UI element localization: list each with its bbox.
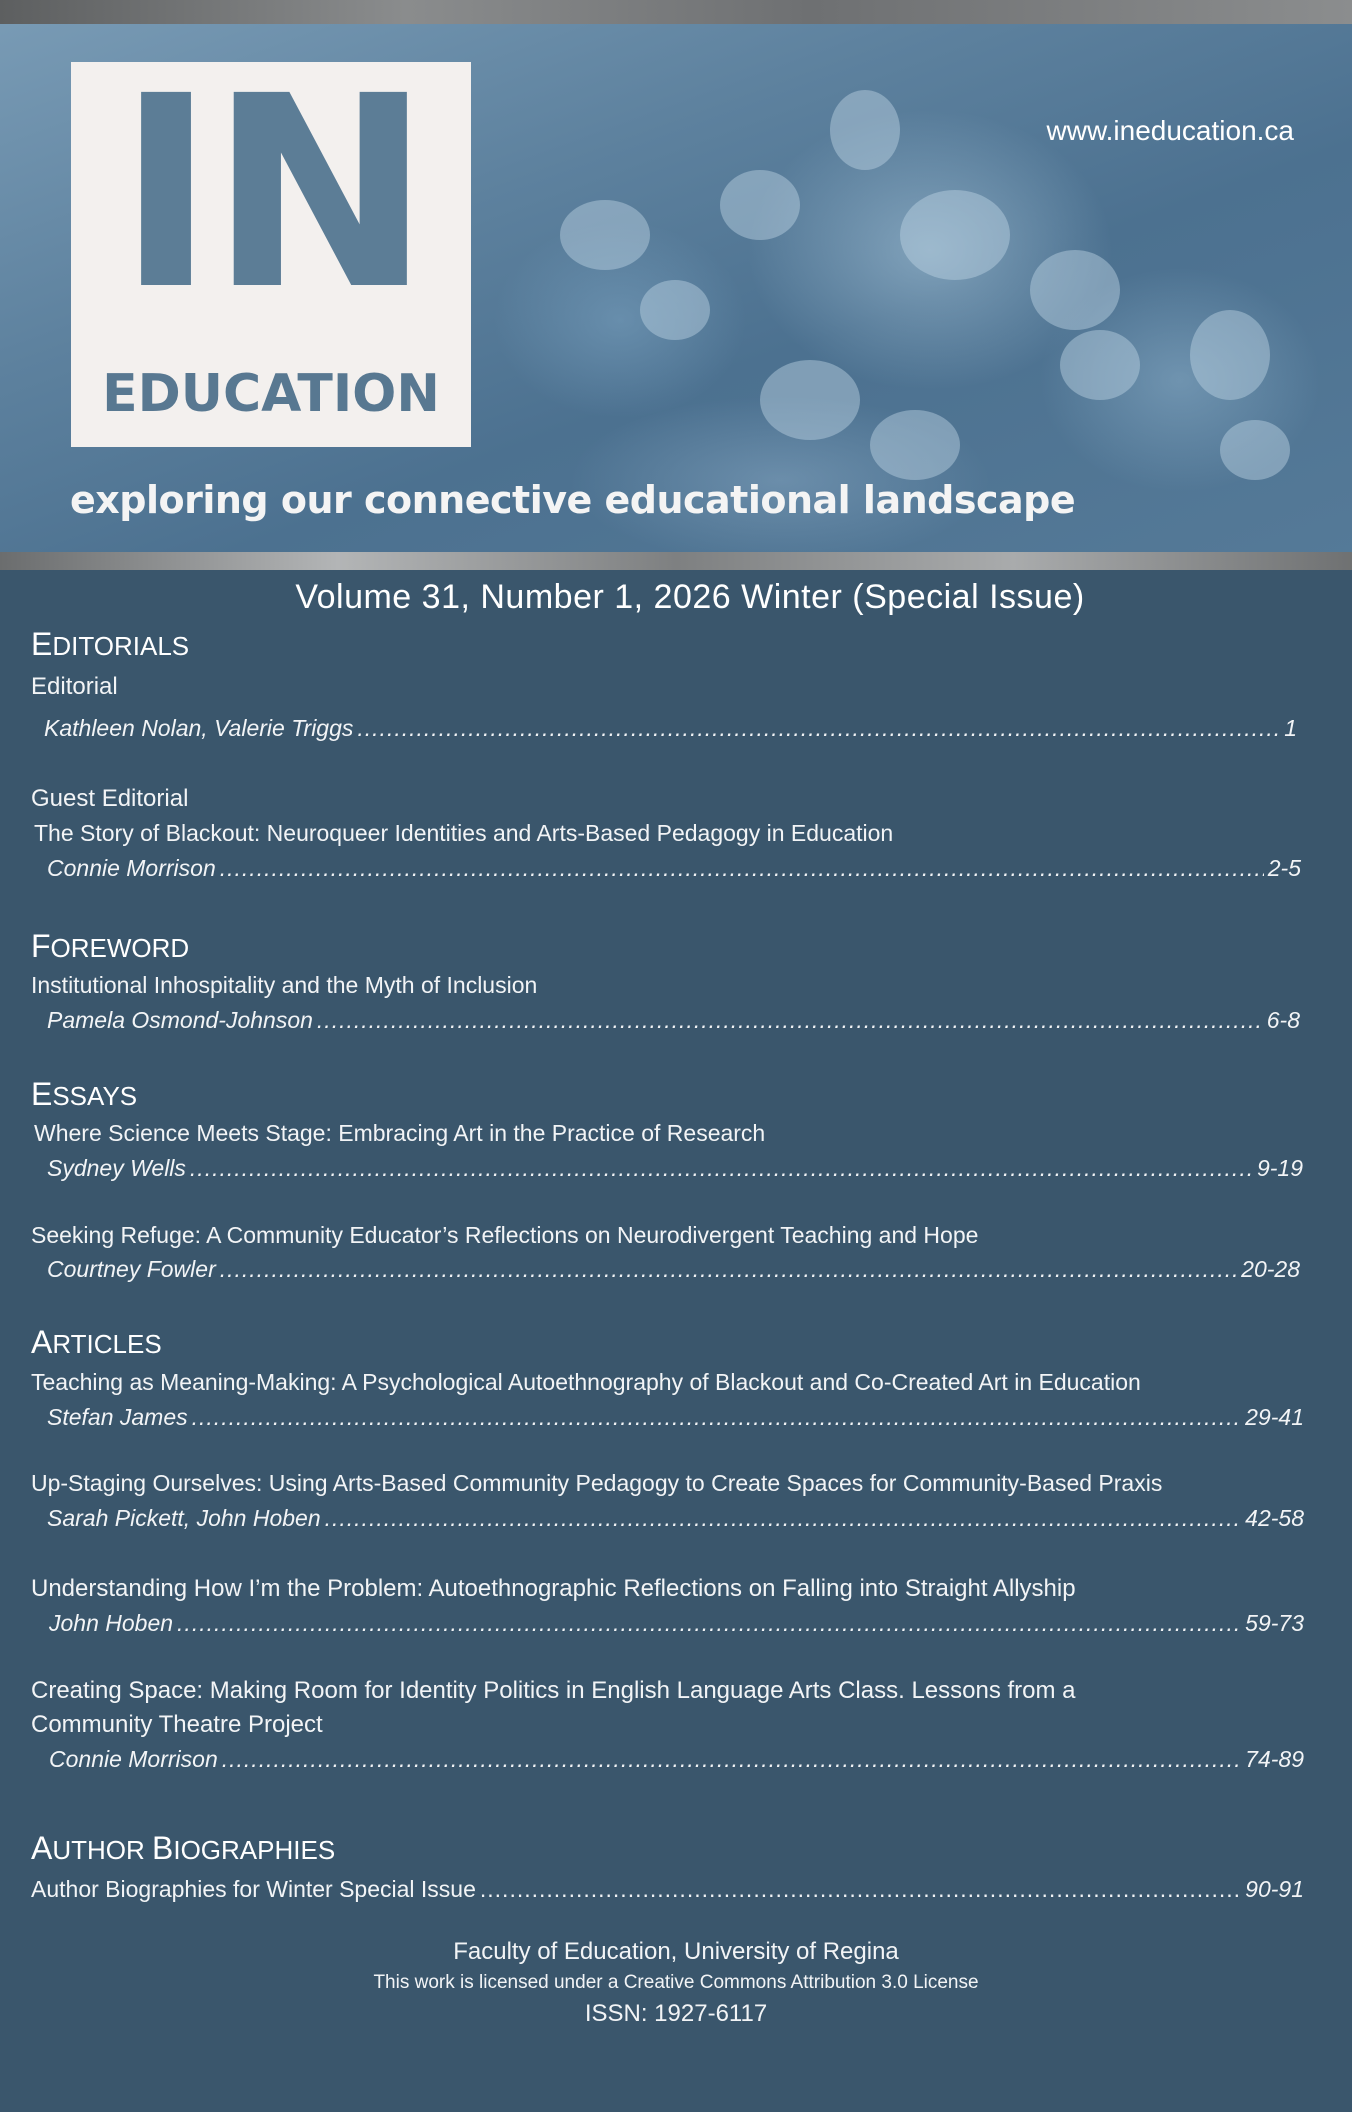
section-heading-foreword	[31, 928, 189, 965]
entry-title-guest-editorial[interactable]: The Story of Blackout: Neuroqueer Identities and Arts-Based Pedagogy in Education	[34, 820, 894, 846]
entry-pages: 20-28	[1241, 1256, 1300, 1282]
toc-entry-article-2[interactable]	[47, 1505, 1304, 1532]
toc-entry-author-biographies[interactable]	[31, 1876, 1304, 1903]
entry-pages: 1	[1284, 715, 1297, 741]
entry-pages: 9-19	[1256, 1155, 1303, 1181]
entry-title-article-4-line-1[interactable]: Creating Space: Making Room for Identity Politics in English Language Arts Class. Lessons from a	[31, 1677, 1076, 1704]
section-heading-editorials	[31, 626, 189, 663]
logo-in-text: IN	[116, 40, 426, 348]
banner-top-strip	[0, 0, 1352, 24]
leader-dots	[192, 1404, 1242, 1431]
entry-title-essay-1[interactable]: Where Science Meets Stage: Embracing Art in the Practice of Research	[34, 1120, 766, 1146]
section-rest: RTICLES	[52, 1329, 162, 1359]
toc-entry-essay-2[interactable]	[47, 1256, 1300, 1283]
toc-entry-foreword[interactable]	[47, 1007, 1300, 1034]
header-banner	[0, 0, 1352, 570]
entry-author: Pamela Osmond-Johnson	[47, 1007, 313, 1033]
footer-faculty: Faculty of Education, University of Regina	[453, 1938, 899, 1965]
section-cap: E	[31, 626, 53, 662]
flower-shape	[1220, 420, 1290, 480]
banner-bottom-strip	[0, 552, 1352, 570]
section-rest: DITORIALS	[52, 631, 190, 661]
section-cap: E	[31, 1076, 53, 1112]
entry-label-guest-editorial: Guest Editorial	[31, 785, 189, 812]
entry-pages: 2-5	[1267, 855, 1301, 881]
section-cap: A	[31, 1324, 53, 1360]
entry-pages: 42-58	[1245, 1505, 1304, 1531]
entry-pages: 90-91	[1245, 1876, 1304, 1902]
entry-title: Author Biographies for Winter Special Issue	[31, 1876, 476, 1902]
entry-author: Sarah Pickett, John Hoben	[47, 1505, 321, 1531]
leader-dots	[357, 715, 1280, 742]
toc-entry-article-3[interactable]	[49, 1610, 1304, 1637]
section-cap: B	[152, 1830, 174, 1866]
leader-dots	[222, 1746, 1241, 1773]
entry-author: Courtney Fowler	[47, 1256, 216, 1282]
footer-issn: ISSN: 1927-6117	[584, 2000, 768, 2027]
flower-shape	[640, 280, 710, 340]
entry-title-foreword[interactable]: Institutional Inhospitality and the Myth of Inclusion	[31, 972, 538, 998]
leader-dots	[220, 855, 1264, 882]
entry-author: Connie Morrison	[47, 855, 216, 881]
entry-title-article-2[interactable]: Up-Staging Ourselves: Using Arts-Based Community Pedagogy to Create Spaces for Community-Based Praxis	[31, 1470, 1163, 1496]
entry-pages: 59-73	[1245, 1610, 1304, 1636]
flower-shape	[720, 170, 800, 240]
flower-shape	[870, 410, 960, 480]
entry-title-article-3[interactable]: Understanding How I’m the Problem: Autoethnographic Reflections on Falling into Straight Allyship	[31, 1575, 1076, 1602]
leader-dots	[220, 1256, 1237, 1283]
leader-dots	[480, 1876, 1241, 1903]
toc-entry-essay-1[interactable]	[47, 1155, 1303, 1182]
leader-dots	[317, 1007, 1263, 1034]
footer-license[interactable]: This work is licensed under a Creative Commons Attribution 3.0 License	[373, 1972, 979, 1993]
entry-author: John Hoben	[49, 1610, 174, 1636]
section-heading-articles	[31, 1324, 162, 1361]
entry-title-article-1[interactable]: Teaching as Meaning-Making: A Psychological Autoethnography of Blackout and Co-Created Art in Education	[31, 1369, 1141, 1395]
entry-pages: 74-89	[1245, 1746, 1304, 1772]
entry-author: Connie Morrison	[49, 1746, 218, 1772]
section-rest: OREWORD	[50, 933, 190, 963]
section-heading-essays	[31, 1076, 137, 1113]
entry-title-article-4-line-2[interactable]: Community Theatre Project	[31, 1711, 323, 1738]
issue-volume-line: Volume 31, Number 1, 2026 Winter (Special Issue)	[295, 578, 1085, 616]
flower-shape	[830, 90, 900, 170]
flower-shape	[1060, 330, 1140, 400]
entry-pages: 6-8	[1266, 1007, 1300, 1033]
toc-entry-editorial[interactable]	[44, 715, 1297, 742]
section-cap: A	[31, 1830, 53, 1866]
entry-title-essay-2[interactable]: Seeking Refuge: A Community Educator’s Reflections on Neurodivergent Teaching and Hope	[31, 1222, 979, 1248]
leader-dots	[190, 1155, 1253, 1182]
section-rest: IOGRAPHIES	[173, 1835, 336, 1865]
flower-shape	[1030, 250, 1120, 330]
section-cap: F	[31, 928, 51, 964]
entry-author: Stefan James	[47, 1404, 188, 1430]
flower-shape	[1190, 310, 1270, 400]
section-rest: UTHOR	[52, 1835, 153, 1865]
flower-shape	[900, 190, 1010, 280]
toc-entry-guest-editorial[interactable]	[47, 855, 1301, 882]
leader-dots	[177, 1610, 1241, 1637]
entry-label-editorial: Editorial	[31, 673, 118, 700]
website-url[interactable]: www.ineducation.ca	[1046, 115, 1294, 146]
entry-author: Kathleen Nolan, Valerie Triggs	[44, 715, 354, 741]
entry-pages: 29-41	[1245, 1404, 1304, 1430]
section-heading-author-biographies	[31, 1830, 335, 1867]
journal-logo	[71, 40, 471, 447]
flower-shape	[760, 360, 860, 440]
logo-education-text: EDUCATION	[102, 364, 440, 424]
entry-author: Sydney Wells	[47, 1155, 186, 1181]
journal-tagline: exploring our connective educational landscape	[70, 478, 1076, 522]
flower-shape	[560, 200, 650, 270]
leader-dots	[325, 1505, 1242, 1532]
toc-entry-article-1[interactable]	[47, 1404, 1304, 1431]
toc-entry-article-4[interactable]	[49, 1746, 1304, 1773]
section-rest: SSAYS	[52, 1081, 138, 1111]
